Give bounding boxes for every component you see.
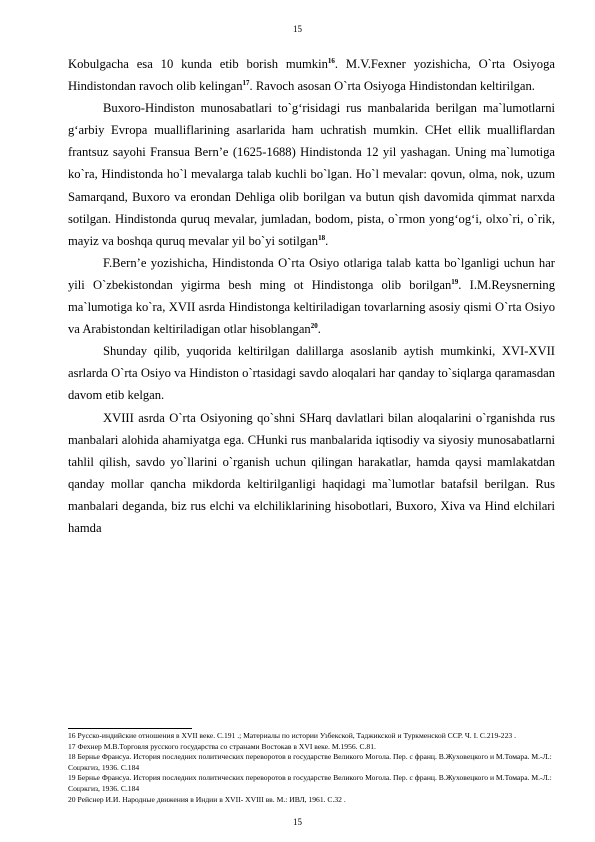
- footnotes: [68, 731, 555, 805]
- footnote-20: 20 Рейснер И.И. Народные движения в Индии в XVII- XVIII вв. М.: ИВЛ, 1961. С.32 .: [68, 794, 346, 804]
- paragraph-text: Buxoro-Hindiston munosabatlari to`g‘risidagi rus manbalarida berilgan ma`lumotlarni g‘arbiy Evropa mualliflarining asarlarida ham uchratish mumkin. CHet ellik mualliflardan frantsuz sayohi Fransua Bern’e (1625-1688) Hindistonda 12 yil yashagan. Uning ma`lumotiga ko`ra, Hindistonda ho`l mevalarga talab kuchli bo`lgan. Ho`l mevalar: qovun, olma, nok, uzum Samarqand, Buxoro va erondan Dehliga olib borilgan va butun qish davomida qimmat narxda sotilgan. Hindistonda quruq mevalar, jumladan, bodom, pista, o`rmon yong‘og‘i, olxo`ri, o`rik, mayiz va boshqa quruq mevalar yil bo`yi sotilgan: [68, 101, 555, 248]
- paragraph-3: [68, 252, 555, 340]
- paragraph-text: . Ravoch asosan O`rta Osiyoga Hindistondan keltirilgan.: [249, 79, 535, 94]
- paragraph-text: Shunday qilib, yuqorida keltirilgan dalillarga asoslanib aytish mumkinki, XVI-XVII asrlarda O`rta Osiyo va Hindiston o`rtasidagi savdo aloqalari har qanday to`siqlarga qaramasdan davom etib kelgan.: [68, 344, 555, 403]
- paragraph-text: . M.V.Fexner yozishicha, O`rta Osiyoga Hindistondan ravoch olib kelingan: [68, 57, 555, 94]
- body-text: [68, 53, 555, 539]
- footnote-ref-20[interactable]: 20: [310, 321, 318, 330]
- paragraph-text: Kobulgacha esa 10 kunda etib borish mumkin: [68, 57, 328, 71]
- footnote-17: 17 Фехнер М.В.Торговля русского государства со странами Востокав в XVI веке. М.1956. С.81.: [68, 741, 376, 751]
- paragraph-1: [68, 53, 555, 97]
- footnote-divider: [68, 728, 192, 729]
- footnote-ref-18[interactable]: 18: [318, 233, 326, 242]
- footnote-ref-19[interactable]: 19: [451, 277, 459, 286]
- paragraph-text: . I.M.Reysnerning ma`lumotiga ko`ra, XVII asrda Hindistonga keltiriladigan tovarlarning asosiy qismi O`rta Osiyo va Arabistondan keltiriladigan otlar hisoblangan: [68, 277, 555, 337]
- paragraph-text: .: [317, 322, 321, 337]
- paragraph-5: [68, 407, 555, 540]
- paragraph-4: [68, 340, 555, 406]
- paragraph-2: [68, 97, 555, 252]
- page-number-top: 15: [293, 24, 302, 34]
- footnote-19: 19 Бернье Франсуа. История последних политических переворотов в государстве Великого Могола. Пер. с франц. В.Жуховецкого и М.Томара. М.-Л.: Соцэкгиз, 1936. С.184: [68, 773, 552, 793]
- page-number-bottom: 15: [293, 817, 302, 827]
- footnote-ref-17[interactable]: 17: [242, 78, 250, 87]
- footnote-16: 16 Русско-индийские отношения в XVII веке. С.191 .; Материалы по истории Узбекской, Таджикской и Туркменской ССР. Ч. I. С.219-223 .: [68, 731, 516, 740]
- paragraph-text: XVIII asrda O`rta Osiyoning qo`shni SHarq davlatlari bilan aloqalarini o`rganishda rus manbalari alohida ahamiyatga ega. CHunki rus manbalarida iqtisodiy va siyosiy munosabatlarni tahlil qilish, savdo yo`llarini o`rganish uchun qilingan harakatlar, hamda qaysi mamlakatdan qanday mollar qancha mikdorda keltirilganligi haqidagi ma`lumotlar batafsil berilgan. Rus manbalari deganda, biz rus elchi va elchiliklarining hisobotlari, Buxoro, Xiva va Hind elchilari hamda: [68, 410, 555, 535]
- footnote-18: 18 Бернье Франсуа. История последних политических переворотов в государстве Великого Могола. Пер. с франц. В.Жуховецкого и М.Томара. М.-Л.: Соцэкгиз, 1936. С.184: [68, 752, 552, 772]
- paragraph-text: F.Bern’e yozishicha, Hindistonda O`rta Osiyo otlariga talab katta bo`lganligi uchun har yili O`zbekistondan yigirma besh ming ot Hindistonga olib borilgan: [68, 255, 555, 292]
- footnote-ref-16[interactable]: 16: [327, 56, 335, 65]
- paragraph-text: .: [325, 233, 329, 248]
